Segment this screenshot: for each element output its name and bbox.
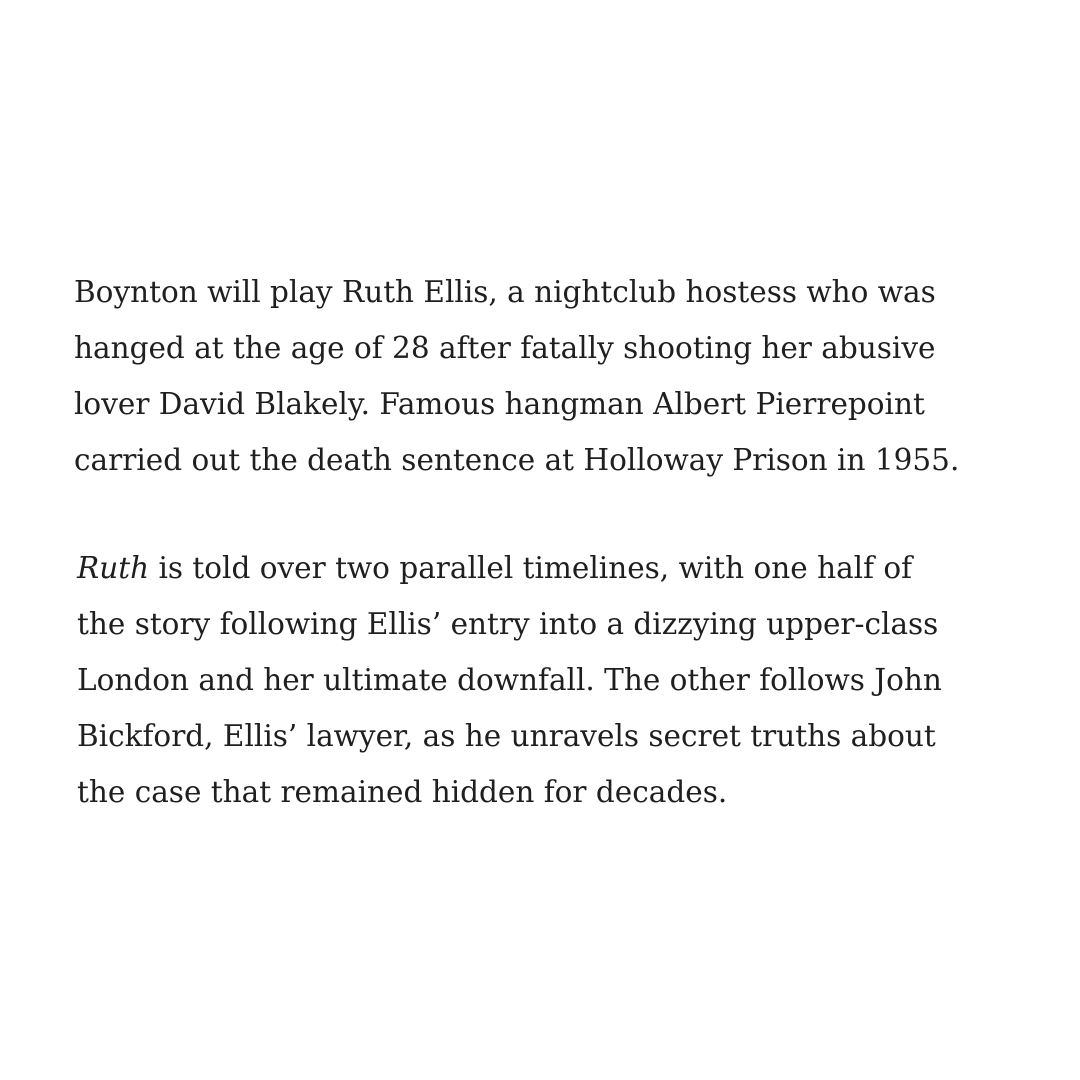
text-line: the story following Ellis’ entry into a dizzying upper-class xyxy=(77,607,939,641)
text-line: lover David Blakely. Famous hangman Albert Pierrepoint xyxy=(74,387,925,421)
film-title-italic: Ruth xyxy=(77,551,150,585)
text-line: hanged at the age of 28 after fatally shooting her abusive xyxy=(74,331,936,365)
text-line-rest: is told over two parallel timelines, with one half of xyxy=(149,551,913,585)
text-line: carried out the death sentence at Holloway Prison in 1955. xyxy=(74,443,960,477)
text-line: Boynton will play Ruth Ellis, a nightclub hostess who was xyxy=(74,275,936,309)
text-line: London and her ultimate downfall. The other follows John xyxy=(77,663,942,697)
text-line xyxy=(77,540,912,596)
text-line: the case that remained hidden for decades. xyxy=(77,775,728,809)
text-line: Bickford, Ellis’ lawyer, as he unravels secret truths about xyxy=(77,719,936,753)
